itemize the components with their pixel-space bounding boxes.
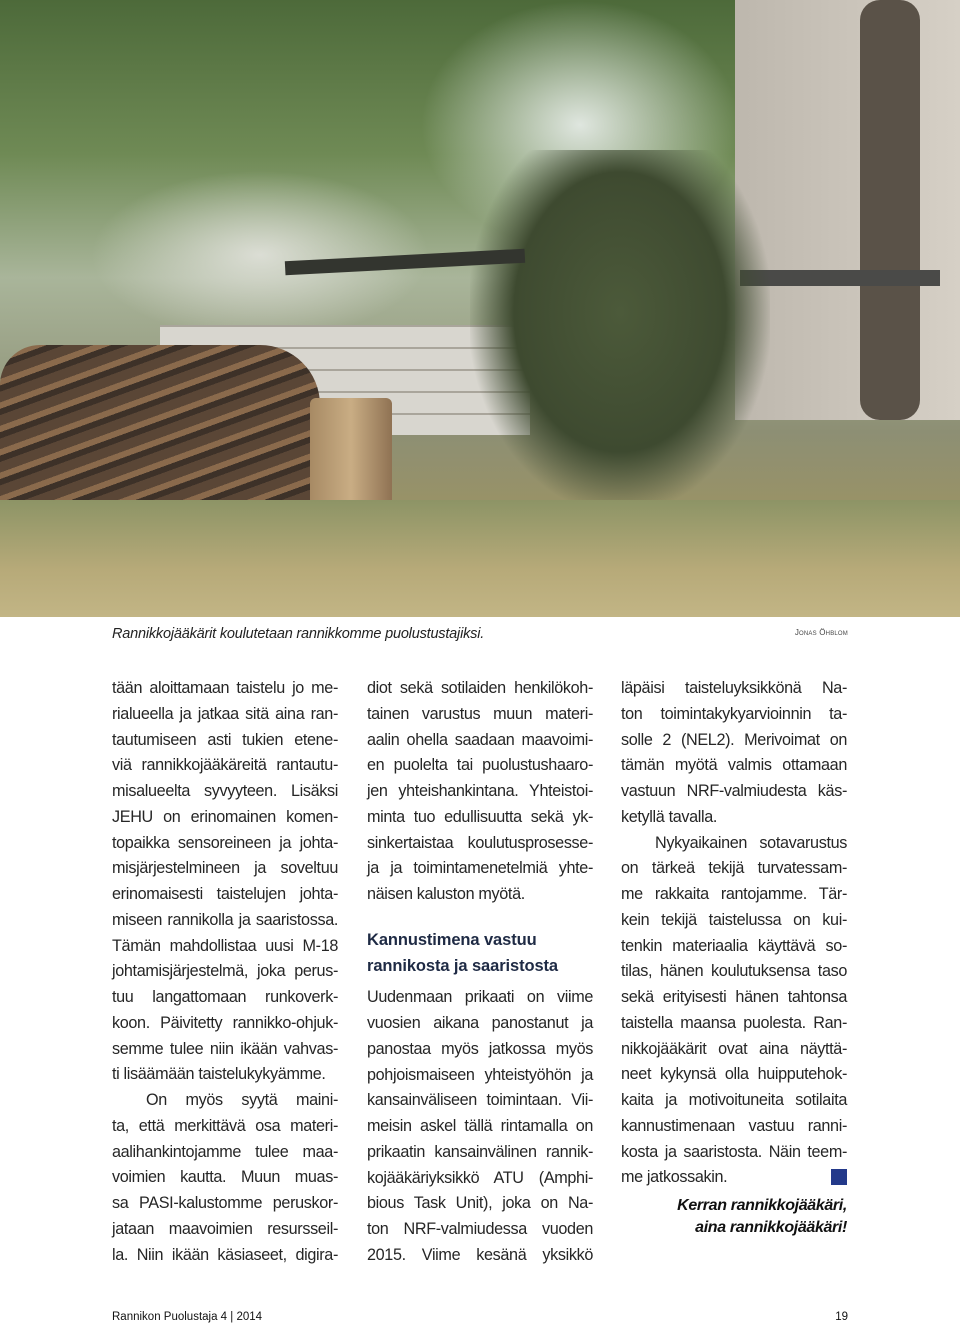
text-line bbox=[367, 882, 593, 908]
text-line bbox=[112, 985, 338, 1011]
photo-caption: Rannikkojääkärit koulutetaan rannikkomme puolustustajiksi. bbox=[112, 626, 485, 642]
text-line bbox=[112, 1140, 338, 1166]
text-line-content: kaita ja motivoituneita sotilaita bbox=[621, 1091, 847, 1109]
text-line bbox=[367, 856, 593, 882]
text-line bbox=[621, 702, 847, 728]
text-line-content: erinomaisesti taistelujen johta- bbox=[112, 885, 338, 903]
paragraph bbox=[367, 985, 593, 1268]
text-line-content: panostaa myös jatkossa myös bbox=[367, 1039, 593, 1058]
text-line-content: ton toimintakykyarvioinnin ta- bbox=[621, 704, 847, 723]
text-line-content: me rakkaita rantojamme. Tär- bbox=[621, 885, 847, 903]
text-line bbox=[112, 1191, 338, 1217]
text-line-content: Uudenmaan prikaati on viime bbox=[367, 988, 593, 1007]
text-line bbox=[367, 676, 593, 702]
text-line-content: viä rannikkojääkäreitä rantautu- bbox=[112, 756, 338, 775]
text-line bbox=[367, 1243, 593, 1269]
text-line-content: aina rannikkojääkäri! bbox=[695, 1219, 847, 1236]
text-line-content: minta tuo edullisuutta sekä yk- bbox=[367, 807, 593, 826]
text-line-content: solle 2 (NEL2). Merivoimat on bbox=[621, 730, 847, 749]
text-line bbox=[112, 1243, 338, 1269]
text-line-content: ti lisäämään taistelukykyämme. bbox=[112, 1065, 326, 1084]
text-line-content: JEHU on erinomainen komen- bbox=[112, 807, 338, 826]
text-line-content: jataan maavoimien resursseil- bbox=[112, 1219, 338, 1238]
text-line-content: la. Niin ikään käsiaseet, digira- bbox=[112, 1245, 338, 1264]
text-line bbox=[621, 1088, 847, 1114]
text-line-content: bious Task Unit), joka on Na- bbox=[367, 1194, 593, 1213]
text-line-content: Kannustimena vastuu bbox=[367, 930, 537, 949]
text-line-content: tämän myötä valmis ottamaan bbox=[621, 756, 847, 775]
text-line bbox=[367, 954, 593, 980]
text-line bbox=[367, 1217, 593, 1243]
text-line bbox=[367, 928, 593, 954]
text-line bbox=[112, 1114, 338, 1140]
text-line-content: ja ja toimintamenetelmiä yhte- bbox=[367, 859, 593, 878]
text-line-content: misalueelta syvyyteen. Lisäksi bbox=[112, 782, 338, 800]
text-line bbox=[112, 882, 338, 908]
text-line-content: tautumiseen asti tukien etene- bbox=[112, 730, 338, 749]
text-line bbox=[621, 805, 847, 831]
text-line-content: aalin ohella saadaan maavoimi- bbox=[367, 730, 593, 749]
text-line bbox=[621, 934, 847, 960]
text-line-content: vuosien aikana panostanut ja bbox=[367, 1014, 593, 1032]
text-line-content: miseen rannikolla ja saaristossa. bbox=[112, 910, 338, 929]
text-line bbox=[112, 728, 338, 754]
text-line bbox=[621, 831, 847, 857]
text-line bbox=[112, 856, 338, 882]
text-line bbox=[367, 1063, 593, 1089]
text-line-content: Nykyaikainen sotavarustus bbox=[655, 833, 847, 852]
text-line bbox=[621, 908, 847, 934]
text-line-content: sinkertaistaa koulutusprosesse- bbox=[367, 833, 593, 852]
paragraph bbox=[621, 676, 847, 1191]
text-line-content: meisin askel tällä rintamalla on bbox=[367, 1117, 593, 1135]
text-line-content: kein tekijä taistelussa on kui- bbox=[621, 910, 847, 929]
text-line-content: tuu langattomaan runkoverk- bbox=[112, 988, 338, 1006]
text-line-content: aalihankintojamme tulee maa- bbox=[112, 1142, 338, 1161]
text-line-content: kansainväliseen toimintaan. Vii- bbox=[367, 1091, 593, 1110]
text-line bbox=[112, 779, 338, 805]
text-line-content: jen yhteishankintana. Yhteistoi- bbox=[367, 782, 593, 800]
text-line bbox=[112, 959, 338, 985]
text-line bbox=[112, 676, 338, 702]
photo-credit: Jonas Öhblom bbox=[794, 628, 848, 637]
section-heading bbox=[367, 928, 593, 980]
article-column-2 bbox=[367, 676, 593, 1269]
text-line bbox=[112, 753, 338, 779]
text-line bbox=[621, 1062, 847, 1088]
text-line-content: pohjoismaiseen yhteistyöhön ja bbox=[367, 1065, 593, 1084]
text-line bbox=[621, 856, 847, 882]
text-line-content: kosta ja saaristosta. Näin teem- bbox=[621, 1142, 847, 1161]
text-line-content: tenkin materiaalia käyttävä so- bbox=[621, 936, 847, 955]
text-line bbox=[621, 1195, 847, 1217]
text-line bbox=[621, 676, 847, 702]
end-of-article-square-icon bbox=[831, 1169, 847, 1185]
text-line-content: tään aloittamaan taistelu jo me- bbox=[112, 679, 338, 697]
text-line bbox=[112, 934, 338, 960]
text-line-content: diot sekä sotilaiden henkilökoh- bbox=[367, 679, 593, 697]
text-line bbox=[112, 1011, 338, 1037]
text-line-content: misjärjestelmineen ja soveltuu bbox=[112, 859, 338, 878]
text-line-content: 2015. Viime kesänä yksikkö bbox=[367, 1245, 593, 1264]
text-line bbox=[112, 1165, 338, 1191]
text-line bbox=[112, 908, 338, 934]
text-line-content: vastuun NRF-valmiudesta käs- bbox=[621, 782, 847, 800]
text-line-content: topaikka sensoreineen ja johta- bbox=[112, 833, 338, 852]
text-line-content: en puolelta tai puolustushaaro- bbox=[367, 756, 593, 775]
paragraph bbox=[367, 676, 593, 908]
text-line bbox=[367, 779, 593, 805]
article-column-3 bbox=[621, 676, 847, 1239]
text-line bbox=[112, 831, 338, 857]
text-line bbox=[621, 1037, 847, 1063]
text-line-content: neet kykynsä olla huipputehok- bbox=[621, 1065, 847, 1084]
text-line bbox=[621, 753, 847, 779]
text-line bbox=[367, 1114, 593, 1140]
text-line-content: prikaatin kansainvälinen rannik- bbox=[367, 1142, 593, 1161]
text-line-content: nikkojääkärit ovat aina näyttä- bbox=[621, 1039, 847, 1058]
text-line bbox=[112, 805, 338, 831]
text-line bbox=[367, 1011, 593, 1037]
text-line bbox=[112, 1217, 338, 1243]
text-line bbox=[621, 1011, 847, 1037]
text-line bbox=[112, 1062, 338, 1088]
text-line-content: kannustimenaan vastuu ranni- bbox=[621, 1116, 847, 1135]
text-line-content: tilas, hänen koulutuksensa taso bbox=[621, 962, 847, 981]
text-line bbox=[367, 1166, 593, 1192]
paragraph bbox=[112, 676, 338, 1268]
text-line-content: ton NRF-valmiudessa vuoden bbox=[367, 1220, 593, 1238]
text-line bbox=[621, 1217, 847, 1239]
text-line bbox=[621, 882, 847, 908]
text-line bbox=[112, 1037, 338, 1063]
text-line-content: rialueella ja jatkaa sitä aina ran- bbox=[112, 704, 338, 723]
text-line bbox=[112, 1088, 338, 1114]
text-line-content: sa PASI-kalustomme peruskor- bbox=[112, 1194, 338, 1212]
text-line bbox=[621, 1114, 847, 1140]
text-line bbox=[367, 728, 593, 754]
text-line bbox=[621, 779, 847, 805]
text-line-content: semme tulee niin ikään vahvas- bbox=[112, 1039, 338, 1058]
text-line bbox=[367, 1037, 593, 1063]
text-line bbox=[621, 728, 847, 754]
text-line bbox=[112, 702, 338, 728]
text-line-content: On myös syytä maini- bbox=[146, 1091, 338, 1109]
text-line-content: kojääkäriyksikkö ATU (Amphi- bbox=[367, 1168, 593, 1187]
text-line bbox=[367, 1191, 593, 1217]
text-line-content: sekä erityisesti hänen tahtonsa bbox=[621, 988, 847, 1006]
text-line bbox=[621, 959, 847, 985]
text-line-content: läpäisi taisteluyksikkönä Na- bbox=[621, 679, 847, 697]
text-line bbox=[367, 805, 593, 831]
text-line bbox=[621, 1140, 847, 1166]
text-line-content: taistella maansa puolesta. Ran- bbox=[621, 1013, 847, 1032]
text-line bbox=[367, 702, 593, 728]
text-line bbox=[367, 1140, 593, 1166]
text-line-content: on tärkeä tekijä turvatessam- bbox=[621, 859, 847, 878]
article-column-1 bbox=[112, 676, 338, 1268]
text-line-content: ketyllä tavalla. bbox=[621, 807, 718, 826]
closing-quote bbox=[621, 1195, 847, 1239]
text-line bbox=[367, 831, 593, 857]
text-line-content: johtamisjärjestelmä, joka perus- bbox=[112, 962, 338, 981]
text-line bbox=[621, 1165, 847, 1191]
text-line-content: Kerran rannikkojääkäri, bbox=[677, 1197, 847, 1214]
page-number: 19 bbox=[835, 1311, 848, 1323]
text-line bbox=[367, 1088, 593, 1114]
text-line-content: Tämän mahdollistaa uusi M-18 bbox=[112, 936, 338, 955]
text-line bbox=[367, 753, 593, 779]
text-line bbox=[367, 985, 593, 1011]
text-line-content: näisen kaluston myötä. bbox=[367, 885, 525, 903]
article-photo-soldier-firing bbox=[0, 0, 960, 617]
text-line-content: ta, että merkittävä osa materi- bbox=[112, 1116, 338, 1135]
text-line-content: koon. Päivitetty rannikko-ohjuk- bbox=[112, 1013, 338, 1032]
text-line-content: me jatkossakin. bbox=[621, 1168, 728, 1187]
text-line bbox=[621, 985, 847, 1011]
text-line-content: rannikosta ja saaristosta bbox=[367, 956, 559, 975]
footer-publication: Rannikon Puolustaja 4 | 2014 bbox=[112, 1311, 263, 1323]
text-line-content: tainen varustus muun materi- bbox=[367, 704, 593, 723]
text-line-content: voimien kautta. Muun muas- bbox=[112, 1168, 338, 1187]
